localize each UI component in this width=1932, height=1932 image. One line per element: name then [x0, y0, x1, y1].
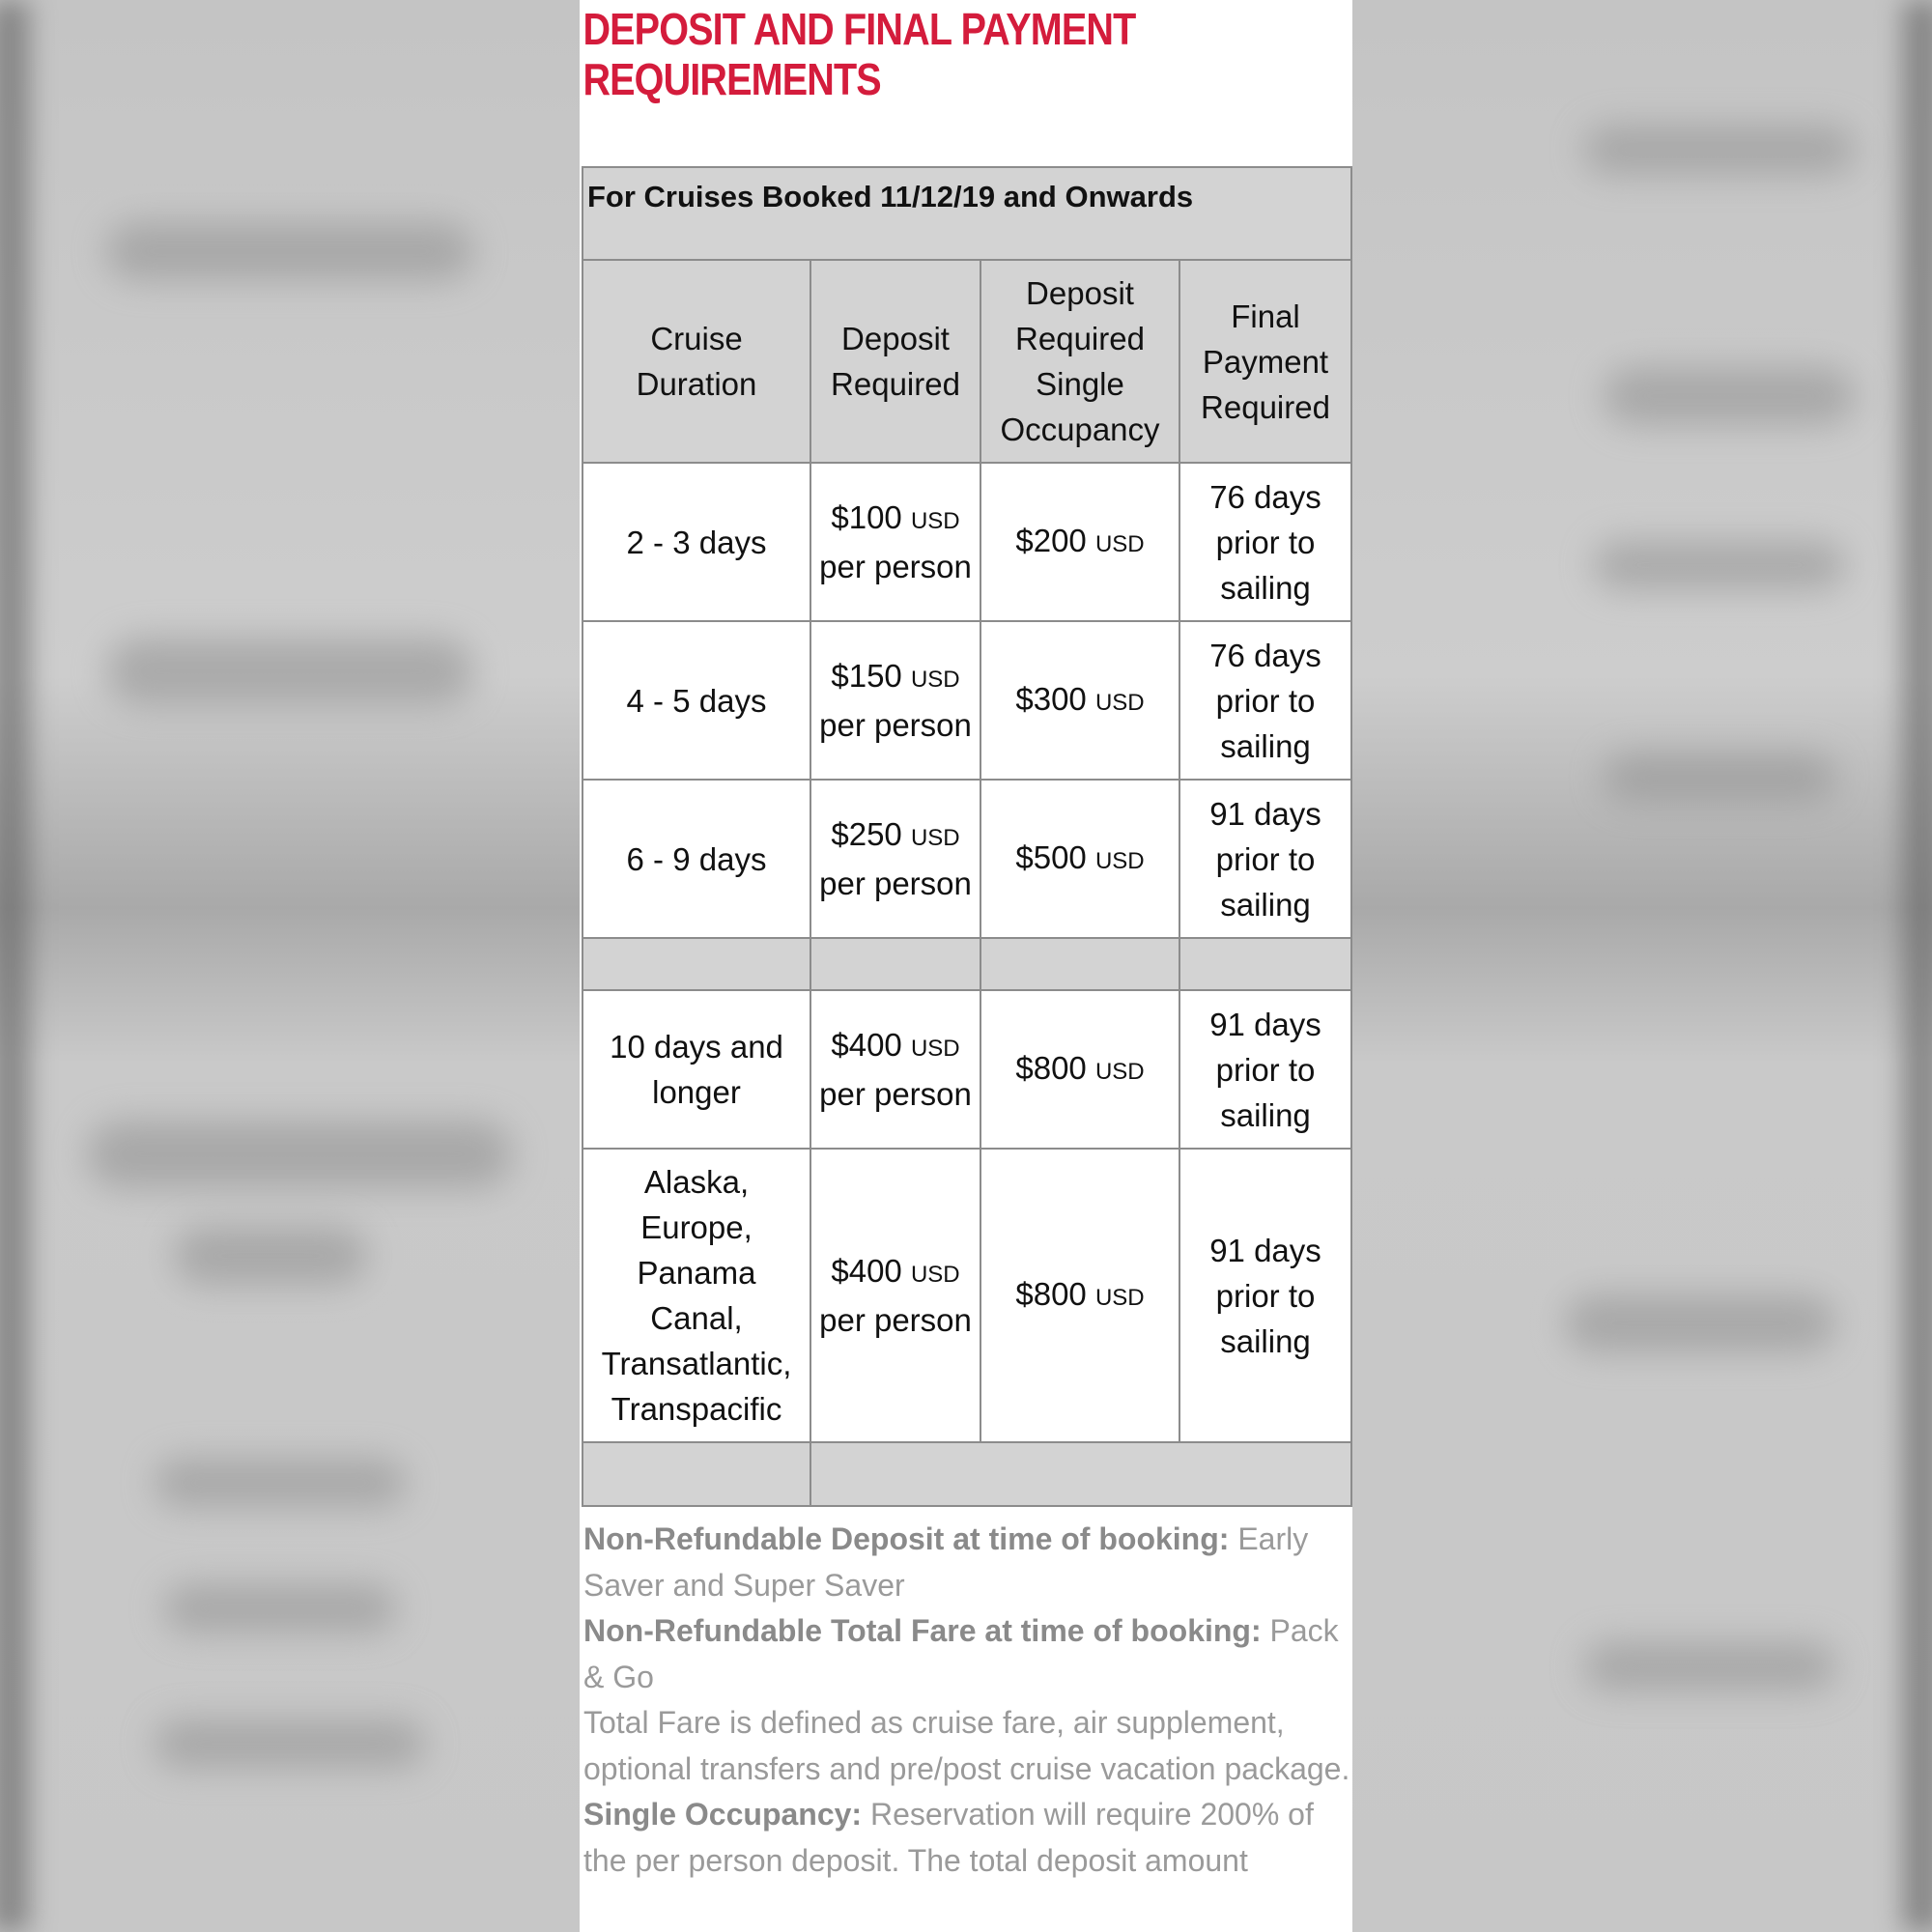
- cell-deposit: $100 USD per person: [810, 463, 980, 621]
- cell-final-payment: 91 days prior to sailing: [1179, 780, 1351, 938]
- payment-notes: [583, 1517, 1352, 1884]
- column-header-deposit-single-occupancy: Deposit Required Single Occupancy: [980, 260, 1179, 463]
- cell-deposit: $400 USD per person: [810, 990, 980, 1149]
- note-total-fare: Non-Refundable Total Fare at time of booking: Pack & Go: [583, 1613, 1339, 1694]
- blurred-background-right: [1352, 0, 1932, 1932]
- blurred-background-left: [0, 0, 580, 1932]
- cell-single-deposit: $800 USD: [980, 990, 1179, 1149]
- table-row: [582, 621, 1351, 780]
- cell-final-payment: 91 days prior to sailing: [1179, 990, 1351, 1149]
- cell-deposit: $150 USD per person: [810, 621, 980, 780]
- note-definition: Total Fare is defined as cruise fare, air supplement, optional transfers and pre/post cruise vacation package.: [583, 1705, 1350, 1786]
- deposit-requirements-table: [582, 166, 1352, 1507]
- content-page: [580, 0, 1352, 1932]
- cell-duration: 4 - 5 days: [582, 621, 810, 780]
- page-heading: [580, 0, 1327, 160]
- note-deposit: Non-Refundable Deposit at time of booking: Early Saver and Super Saver: [583, 1521, 1309, 1603]
- cell-final-payment: 91 days prior to sailing: [1179, 1149, 1351, 1442]
- table-row: [582, 463, 1351, 621]
- cell-duration: 10 days and longer: [582, 990, 810, 1149]
- cell-duration: 2 - 3 days: [582, 463, 810, 621]
- note-single-occupancy: Single Occupancy: Reservation will require 200% of the per person deposit. The total deposit amount: [583, 1797, 1314, 1878]
- table-row: [582, 990, 1351, 1149]
- cell-final-payment: 76 days prior to sailing: [1179, 621, 1351, 780]
- cell-single-deposit: $200 USD: [980, 463, 1179, 621]
- column-header-cruise-duration: Cruise Duration: [582, 260, 810, 463]
- cell-final-payment: 76 days prior to sailing: [1179, 463, 1351, 621]
- cell-deposit: $400 USD per person: [810, 1149, 980, 1442]
- cell-single-deposit: $500 USD: [980, 780, 1179, 938]
- cell-single-deposit: $300 USD: [980, 621, 1179, 780]
- column-header-deposit-required: Deposit Required: [810, 260, 980, 463]
- cell-deposit: $250 USD per person: [810, 780, 980, 938]
- table-row: [582, 780, 1351, 938]
- table-spacer-row: [582, 1442, 1351, 1506]
- column-header-final-payment-required: Final Payment Required: [1179, 260, 1351, 463]
- table-title: For Cruises Booked 11/12/19 and Onwards: [582, 167, 1351, 260]
- table-row: [582, 1149, 1351, 1442]
- cell-single-deposit: $800 USD: [980, 1149, 1179, 1442]
- table-header-row: [582, 260, 1351, 463]
- heading-line-1: DEPOSIT AND FINAL PAYMENT: [582, 4, 1136, 54]
- heading-line-2: REQUIREMENTS: [582, 54, 881, 104]
- cell-duration: 6 - 9 days: [582, 780, 810, 938]
- cell-duration: Alaska, Europe, Panama Canal, Transatlantic, Transpacific: [582, 1149, 810, 1442]
- table-spacer-row: [582, 938, 1351, 990]
